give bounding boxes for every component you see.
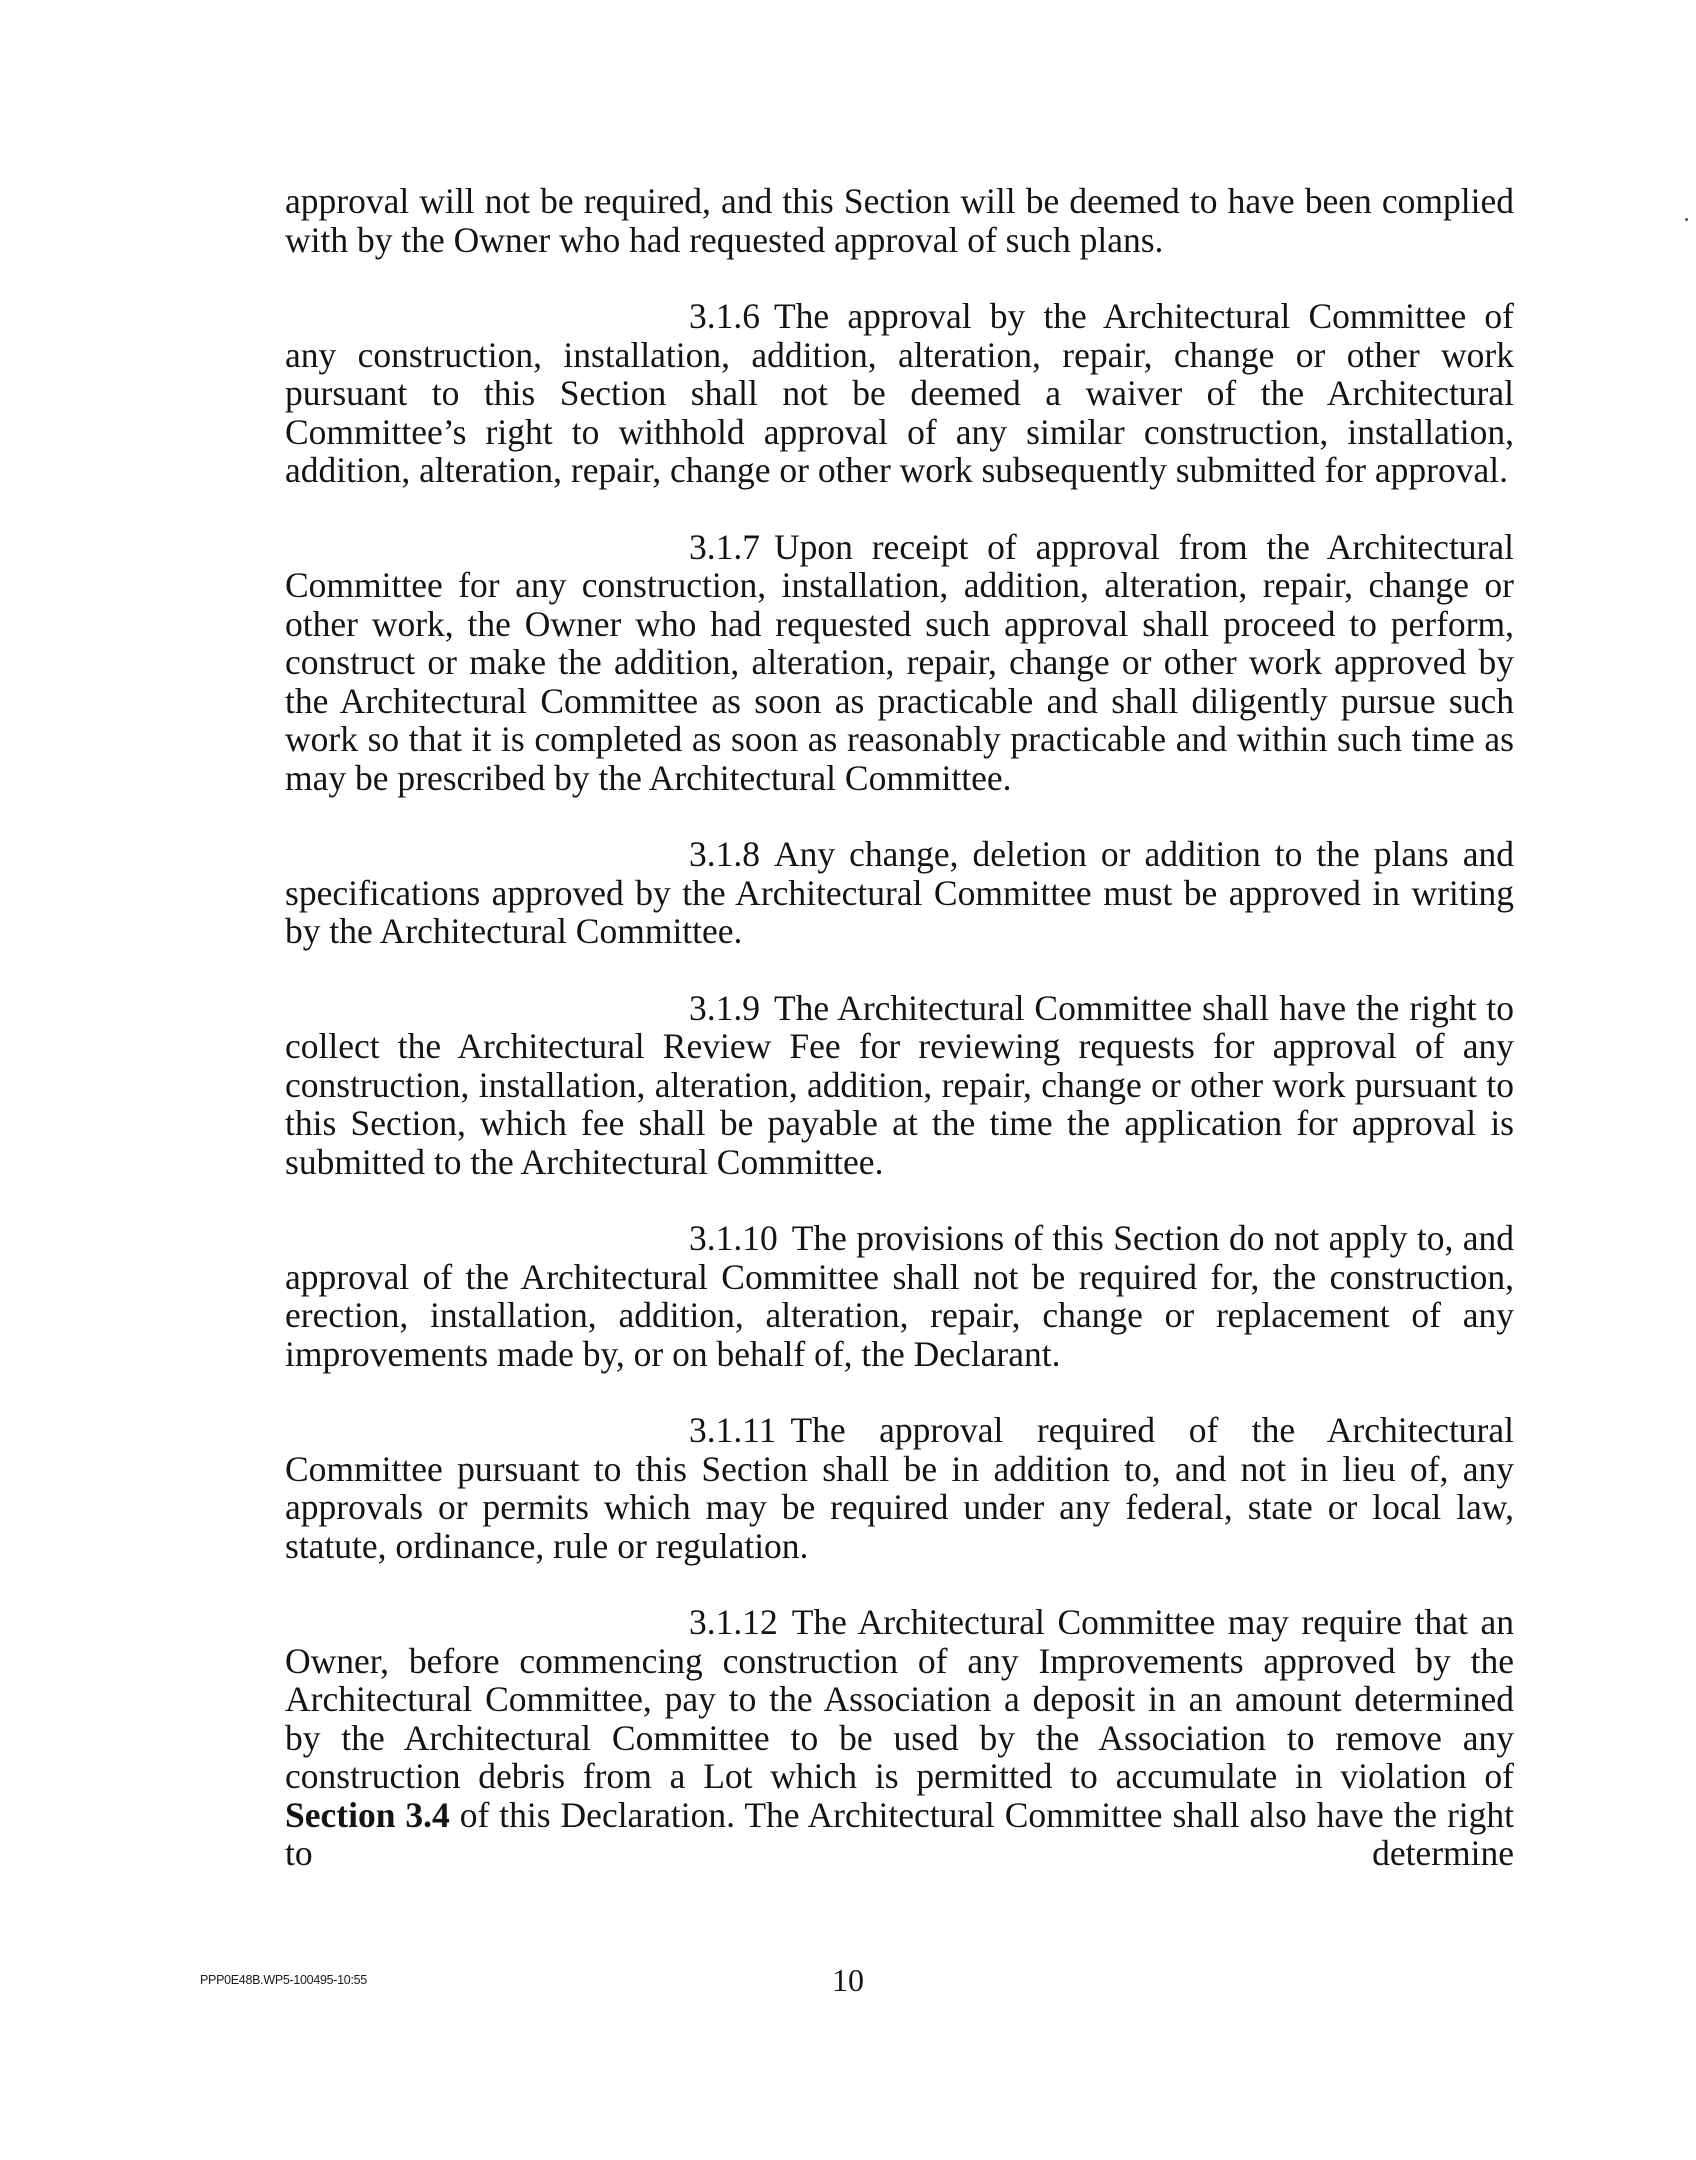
paragraph-text: approval will not be required, and this Section will be deemed to have been complied with by the Owner who had requested approval of such plans. [285, 181, 1514, 260]
section-number: 3.1.7 [689, 526, 760, 567]
paragraph-text: Upon receipt of approval from the Architectural Committee for any construction, installation, addition, alteration, repair, change or other work, the Owner who had requested such approval shall proceed to perform, construct or make the addition, alteration, repair, change or other work approved by the Architectural Committee as soon as practicable and shall diligently pursue such work so that it is completed as soon as reasonably practicable and within such time as may be prescribed by the Architectural Committee. [285, 526, 1514, 798]
paragraph-text-end: of this Declaration. The Architectural Committee shall also have the right to determine [285, 1794, 1514, 1873]
paragraph-continuation [285, 182, 1514, 259]
section-number: 3.1.11 [689, 1410, 777, 1450]
document-identifier: PPP0E48B.WP5-100495-10:55 [200, 1973, 367, 1987]
paragraph-3-1-10 [285, 1219, 1514, 1373]
page-number: 10 [832, 1962, 864, 1998]
document-body [285, 182, 1514, 1873]
paragraph-3-1-9 [285, 989, 1514, 1182]
paragraph-text: The Architectural Committee shall have the right to collect the Architectural Review Fee for reviewing requests for approval of any construction, installation, alteration, addition, repair, change or other work pursuant to this Section, which fee shall be payable at the time the application for approval is submitted to the Architectural Committee. [285, 987, 1514, 1182]
paragraph-3-1-8 [285, 835, 1514, 951]
section-number: 3.1.10 [689, 1218, 778, 1258]
section-number: 3.1.6 [689, 296, 760, 336]
paragraph-text: Any change, deletion or addition to the plans and specifications approved by the Architectural Committee must be approved in writing by the Architectural Committee. [285, 834, 1514, 951]
section-number: 3.1.12 [689, 1602, 778, 1642]
scan-speck [1685, 218, 1688, 221]
section-reference: Section 3.4 [285, 1794, 450, 1835]
section-number: 3.1.8 [689, 834, 760, 874]
paragraph-3-1-7 [285, 528, 1514, 798]
section-number: 3.1.9 [689, 987, 760, 1028]
paragraph-3-1-6 [285, 297, 1514, 490]
paragraph-text: The provisions of this Section do not apply to, and approval of the Architectural Committee shall not be required for, the construction, erection, installation, addition, alteration, repair, change or replacement of any improvements made by, or on behalf of, the Declarant. [285, 1218, 1514, 1374]
paragraph-text: The approval by the Architectural Committee of any construction, installation, addition, alteration, repair, change or other work pursuant to this Section shall not be deemed a waiver of the Architectural Committee’s right to withhold approval of any similar construction, installation, addition, alteration, repair, change or other work subsequently submitted for approval. [285, 296, 1514, 490]
paragraph-text: The approval required of the Architectural Committee pursuant to this Section shall be in addition to, and not in lieu of, any approvals or permits which may be required under any federal, state or local law, statute, ordinance, rule or regulation. [285, 1410, 1514, 1566]
paragraph-3-1-12 [285, 1603, 1514, 1873]
paragraph-3-1-11 [285, 1411, 1514, 1565]
paragraph-text: The Architectural Committee may require that an Owner, before commencing construction of any Improvements approved by the Architectural Committee, pay to the Association a deposit in an amount determined by the Architectural Committee to be used by the Association to remove any construction debris from a Lot which is permitted to accumulate in violation of [285, 1602, 1514, 1796]
